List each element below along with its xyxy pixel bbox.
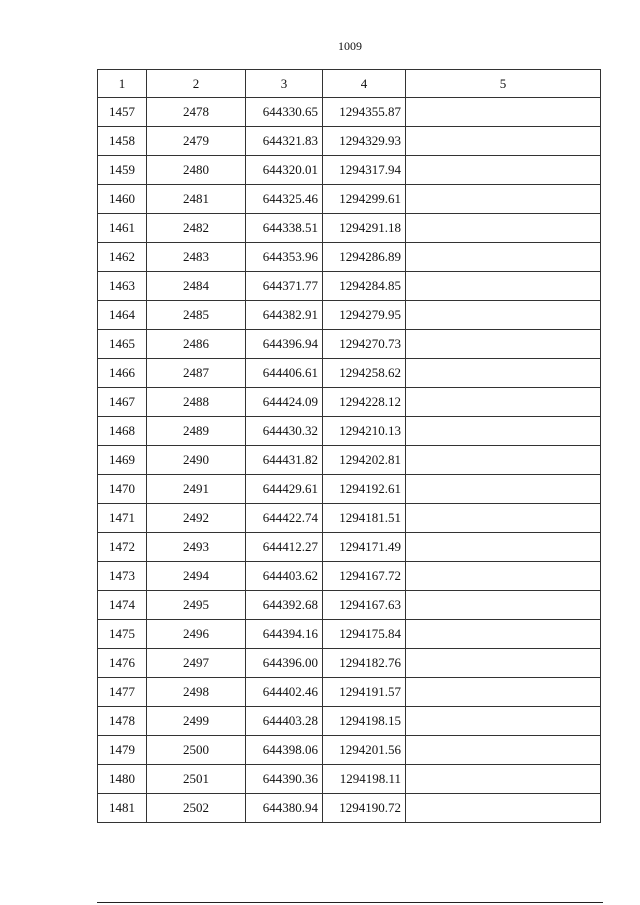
coordinate-x-cell: 644429.61 [246, 475, 323, 504]
table-row [98, 649, 601, 678]
coordinate-y-cell: 1294198.11 [323, 765, 406, 794]
coordinate-y-cell: 1294210.13 [323, 417, 406, 446]
coordinate-y-cell: 1294190.72 [323, 794, 406, 823]
note-cell [406, 243, 601, 272]
note-cell [406, 185, 601, 214]
table-row [98, 678, 601, 707]
table-row [98, 388, 601, 417]
note-cell [406, 707, 601, 736]
point-number-cell: 2493 [147, 533, 246, 562]
note-cell [406, 127, 601, 156]
coordinate-x-cell: 644390.36 [246, 765, 323, 794]
row-number-cell: 1474 [98, 591, 147, 620]
table-row [98, 417, 601, 446]
coordinate-x-cell: 644430.32 [246, 417, 323, 446]
note-cell [406, 794, 601, 823]
coordinate-y-cell: 1294279.95 [323, 301, 406, 330]
coordinate-x-cell: 644422.74 [246, 504, 323, 533]
row-number-cell: 1478 [98, 707, 147, 736]
point-number-cell: 2484 [147, 272, 246, 301]
coordinate-y-cell: 1294192.61 [323, 475, 406, 504]
table-row [98, 214, 601, 243]
note-cell [406, 272, 601, 301]
header-cell-col-2: 2 [147, 70, 246, 98]
coordinate-y-cell: 1294228.12 [323, 388, 406, 417]
point-number-cell: 2492 [147, 504, 246, 533]
coordinate-x-cell: 644394.16 [246, 620, 323, 649]
coordinates-table-container [97, 69, 600, 823]
coordinate-x-cell: 644403.28 [246, 707, 323, 736]
table-row [98, 620, 601, 649]
point-number-cell: 2481 [147, 185, 246, 214]
row-number-cell: 1460 [98, 185, 147, 214]
row-number-cell: 1459 [98, 156, 147, 185]
coordinate-x-cell: 644338.51 [246, 214, 323, 243]
row-number-cell: 1470 [98, 475, 147, 504]
point-number-cell: 2501 [147, 765, 246, 794]
table-header [98, 70, 601, 98]
footer-rule [97, 902, 603, 903]
point-number-cell: 2491 [147, 475, 246, 504]
note-cell [406, 678, 601, 707]
point-number-cell: 2497 [147, 649, 246, 678]
table-row [98, 301, 601, 330]
table-row [98, 330, 601, 359]
coordinate-x-cell: 644320.01 [246, 156, 323, 185]
note-cell [406, 504, 601, 533]
coordinate-y-cell: 1294284.85 [323, 272, 406, 301]
table-row [98, 504, 601, 533]
coordinate-x-cell: 644402.46 [246, 678, 323, 707]
note-cell [406, 388, 601, 417]
table-row [98, 591, 601, 620]
point-number-cell: 2490 [147, 446, 246, 475]
coordinate-y-cell: 1294299.61 [323, 185, 406, 214]
table-row [98, 533, 601, 562]
note-cell [406, 330, 601, 359]
header-cell-col-3: 3 [246, 70, 323, 98]
note-cell [406, 359, 601, 388]
coordinate-y-cell: 1294167.72 [323, 562, 406, 591]
row-number-cell: 1477 [98, 678, 147, 707]
point-number-cell: 2488 [147, 388, 246, 417]
table-row [98, 707, 601, 736]
point-number-cell: 2483 [147, 243, 246, 272]
coordinate-x-cell: 644321.83 [246, 127, 323, 156]
note-cell [406, 417, 601, 446]
point-number-cell: 2485 [147, 301, 246, 330]
coordinate-y-cell: 1294175.84 [323, 620, 406, 649]
coordinate-y-cell: 1294317.94 [323, 156, 406, 185]
coordinate-y-cell: 1294167.63 [323, 591, 406, 620]
coordinate-x-cell: 644382.91 [246, 301, 323, 330]
coordinate-y-cell: 1294201.56 [323, 736, 406, 765]
row-number-cell: 1466 [98, 359, 147, 388]
row-number-cell: 1458 [98, 127, 147, 156]
row-number-cell: 1468 [98, 417, 147, 446]
table-row [98, 272, 601, 301]
point-number-cell: 2482 [147, 214, 246, 243]
coordinate-y-cell: 1294181.51 [323, 504, 406, 533]
note-cell [406, 301, 601, 330]
coordinate-y-cell: 1294191.57 [323, 678, 406, 707]
point-number-cell: 2486 [147, 330, 246, 359]
coordinate-x-cell: 644325.46 [246, 185, 323, 214]
row-number-cell: 1463 [98, 272, 147, 301]
coordinate-y-cell: 1294202.81 [323, 446, 406, 475]
table-row [98, 359, 601, 388]
note-cell [406, 649, 601, 678]
table-row [98, 765, 601, 794]
header-cell-col-1: 1 [98, 70, 147, 98]
table-row [98, 736, 601, 765]
coordinate-y-cell: 1294355.87 [323, 98, 406, 127]
coordinate-x-cell: 644412.27 [246, 533, 323, 562]
coordinate-y-cell: 1294182.76 [323, 649, 406, 678]
point-number-cell: 2496 [147, 620, 246, 649]
point-number-cell: 2479 [147, 127, 246, 156]
header-cell-col-5: 5 [406, 70, 601, 98]
coordinate-x-cell: 644403.62 [246, 562, 323, 591]
row-number-cell: 1476 [98, 649, 147, 678]
note-cell [406, 620, 601, 649]
note-cell [406, 98, 601, 127]
coordinate-y-cell: 1294286.89 [323, 243, 406, 272]
coordinate-y-cell: 1294171.49 [323, 533, 406, 562]
table-row [98, 794, 601, 823]
note-cell [406, 156, 601, 185]
point-number-cell: 2489 [147, 417, 246, 446]
coordinate-x-cell: 644398.06 [246, 736, 323, 765]
point-number-cell: 2500 [147, 736, 246, 765]
table-row [98, 446, 601, 475]
coordinate-x-cell: 644392.68 [246, 591, 323, 620]
coordinate-x-cell: 644380.94 [246, 794, 323, 823]
coordinate-x-cell: 644406.61 [246, 359, 323, 388]
coordinate-x-cell: 644396.00 [246, 649, 323, 678]
point-number-cell: 2478 [147, 98, 246, 127]
table-row [98, 185, 601, 214]
row-number-cell: 1481 [98, 794, 147, 823]
point-number-cell: 2502 [147, 794, 246, 823]
point-number-cell: 2480 [147, 156, 246, 185]
table-row [98, 475, 601, 504]
coordinate-x-cell: 644353.96 [246, 243, 323, 272]
row-number-cell: 1471 [98, 504, 147, 533]
note-cell [406, 475, 601, 504]
point-number-cell: 2495 [147, 591, 246, 620]
table-row [98, 127, 601, 156]
coordinate-y-cell: 1294198.15 [323, 707, 406, 736]
coordinate-x-cell: 644431.82 [246, 446, 323, 475]
coordinate-y-cell: 1294270.73 [323, 330, 406, 359]
row-number-cell: 1457 [98, 98, 147, 127]
page-number: 1009 [338, 39, 362, 53]
row-number-cell: 1475 [98, 620, 147, 649]
point-number-cell: 2499 [147, 707, 246, 736]
point-number-cell: 2494 [147, 562, 246, 591]
row-number-cell: 1469 [98, 446, 147, 475]
row-number-cell: 1473 [98, 562, 147, 591]
point-number-cell: 2487 [147, 359, 246, 388]
coordinate-x-cell: 644371.77 [246, 272, 323, 301]
table-row [98, 243, 601, 272]
row-number-cell: 1462 [98, 243, 147, 272]
coordinates-table [97, 69, 601, 823]
row-number-cell: 1461 [98, 214, 147, 243]
coordinate-x-cell: 644424.09 [246, 388, 323, 417]
table-body [98, 98, 601, 823]
row-number-cell: 1464 [98, 301, 147, 330]
note-cell [406, 214, 601, 243]
coordinate-y-cell: 1294329.93 [323, 127, 406, 156]
row-number-cell: 1472 [98, 533, 147, 562]
header-row [98, 70, 601, 98]
note-cell [406, 765, 601, 794]
point-number-cell: 2498 [147, 678, 246, 707]
table-row [98, 156, 601, 185]
table-row [98, 98, 601, 127]
header-cell-col-4: 4 [323, 70, 406, 98]
coordinate-x-cell: 644396.94 [246, 330, 323, 359]
note-cell [406, 562, 601, 591]
row-number-cell: 1479 [98, 736, 147, 765]
table-row [98, 562, 601, 591]
note-cell [406, 446, 601, 475]
row-number-cell: 1465 [98, 330, 147, 359]
row-number-cell: 1467 [98, 388, 147, 417]
row-number-cell: 1480 [98, 765, 147, 794]
note-cell [406, 736, 601, 765]
coordinate-y-cell: 1294258.62 [323, 359, 406, 388]
note-cell [406, 591, 601, 620]
coordinate-x-cell: 644330.65 [246, 98, 323, 127]
note-cell [406, 533, 601, 562]
coordinate-y-cell: 1294291.18 [323, 214, 406, 243]
